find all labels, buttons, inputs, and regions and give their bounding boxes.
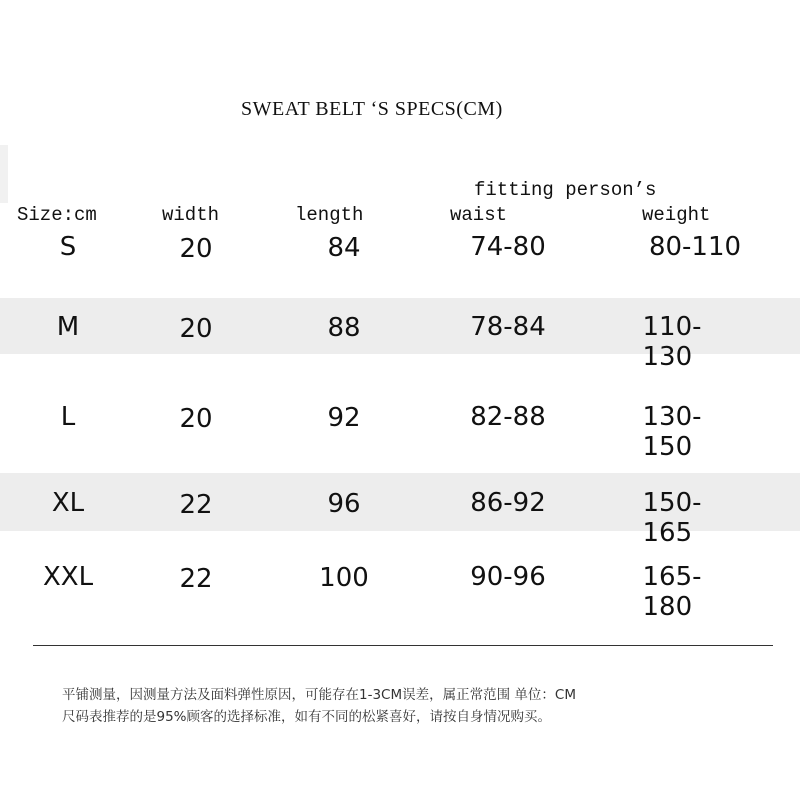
note-recommendation: 尺码表推荐的是95%顾客的选择标准，如有不同的松紧喜好，请按自身情况购买。 — [62, 709, 552, 725]
table-row — [0, 230, 800, 290]
table-row — [0, 400, 800, 460]
cell-weight: 130-150 — [642, 402, 702, 462]
header-group-label: fitting person’s — [474, 179, 657, 201]
cell-waist: 82-88 — [470, 402, 546, 432]
cell-weight: 150-165 — [642, 488, 702, 548]
cell-width: 22 — [179, 490, 213, 520]
cell-length: 84 — [327, 233, 361, 263]
cell-length: 96 — [327, 489, 361, 519]
cell-size: XL — [51, 488, 85, 518]
header-weight: weight — [642, 204, 711, 226]
divider — [33, 645, 773, 646]
cell-weight: 110-130 — [642, 312, 702, 372]
cell-length: 92 — [327, 403, 361, 433]
header-waist: waist — [450, 204, 508, 226]
cell-size: M — [56, 312, 80, 342]
cell-width: 20 — [179, 314, 213, 344]
cell-waist: 90-96 — [470, 562, 546, 592]
cell-size: XXL — [42, 562, 94, 592]
header-size: Size:cm — [17, 204, 97, 226]
edge-mark — [0, 145, 8, 203]
cell-length: 100 — [319, 563, 369, 593]
chart-title: SWEAT BELT ‘S SPECS(CM) — [241, 98, 503, 120]
cell-waist: 78-84 — [470, 312, 546, 342]
cell-width: 20 — [179, 404, 213, 434]
cell-waist: 86-92 — [470, 488, 546, 518]
table-row — [0, 560, 800, 620]
cell-length: 88 — [327, 313, 361, 343]
cell-weight: 80-110 — [648, 232, 742, 262]
cell-width: 22 — [179, 564, 213, 594]
cell-weight: 165-180 — [642, 562, 702, 622]
table-row — [0, 310, 800, 370]
header-width: width — [162, 204, 220, 226]
cell-waist: 74-80 — [470, 232, 546, 262]
cell-width: 20 — [179, 234, 213, 264]
cell-size: S — [59, 232, 77, 262]
cell-size: L — [60, 402, 76, 432]
header-length: length — [295, 204, 364, 226]
note-measurement: 平铺测量，因测量方法及面料弹性原因，可能存在1-3CM误差，属正常范围 单位：CM — [62, 687, 576, 703]
table-row — [0, 486, 800, 546]
